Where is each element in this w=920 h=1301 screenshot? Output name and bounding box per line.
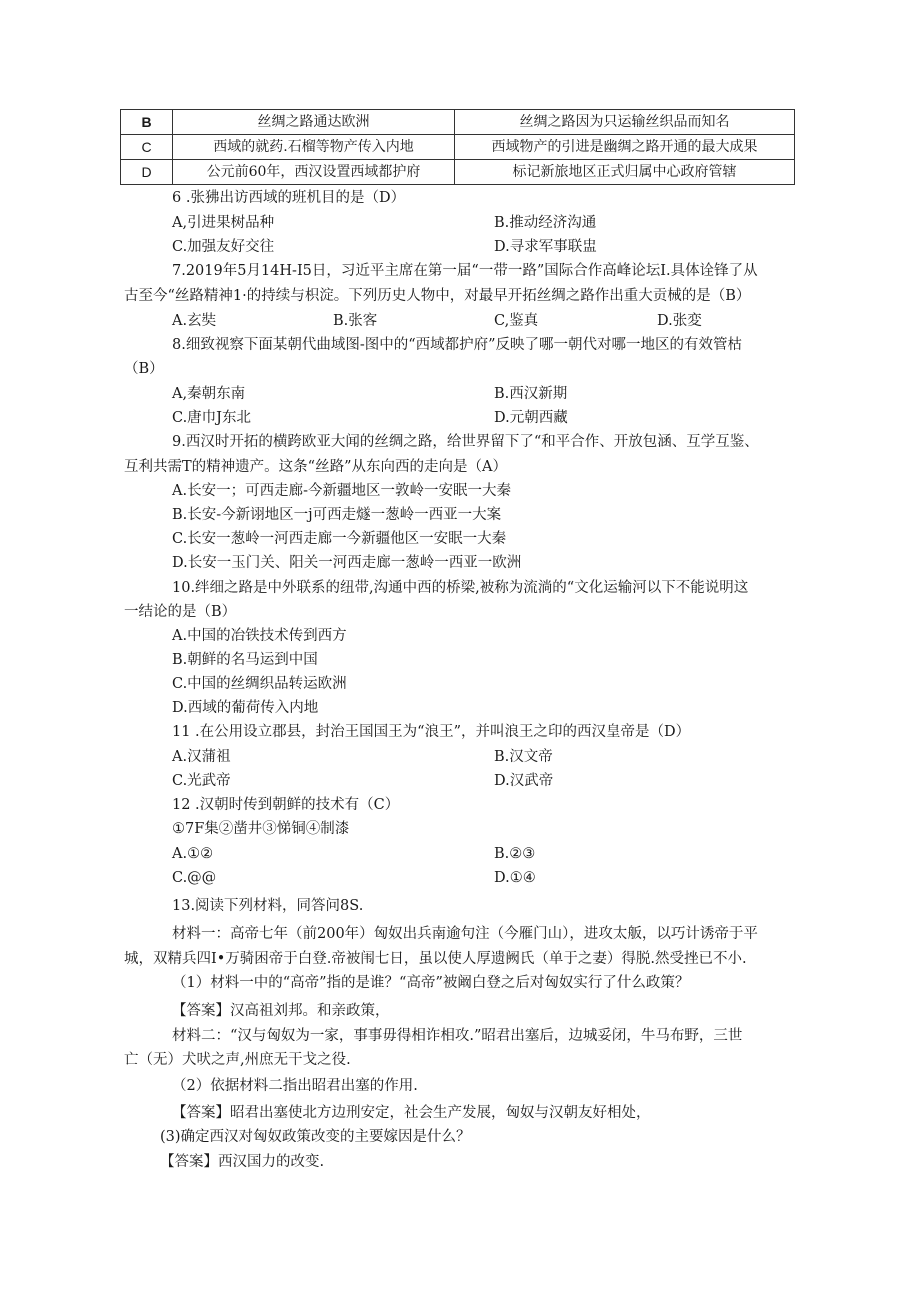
q11-option-c: C.光武帝 [172, 773, 231, 789]
q10-option-a: A.中国的冶铁技术传到西方 [172, 628, 347, 644]
q7-option-c: C,鉴真 [494, 313, 539, 329]
row-left-cell: 西域的就药.石榴等物产传入内地 [173, 135, 455, 160]
row-letter: D [121, 160, 173, 185]
q8-stem-line1: 8.细致视察下面某朝代曲域图-图中的“西域都护府”反映了哪一朝代对哪一地区的有效管枯 [172, 337, 743, 353]
q6-option-a: A,引进果树品种 [172, 215, 275, 231]
q6-option-c: C.加强友好交往 [172, 239, 275, 255]
q10-stem-line2: 一结论的是（B） [124, 604, 237, 620]
q12-stem: 12 .汉朝时传到朝鲜的技术有（C） [172, 797, 400, 813]
q7-option-d: D.张変 [657, 313, 702, 329]
q10-stem-line1: 10.绊细之路是中外联系的纽带,沟通中西的桥梁,被称为流淌的“文化运输河以下不能说明这 [172, 580, 749, 596]
q6-option-b: B.推动经济沟通 [494, 215, 597, 231]
row-right-cell: 丝绸之路因为只运输丝织品而知名 [455, 110, 795, 135]
q13-subquestion3: (3)确定西汉对匈奴政策改变的主要嫁因是什么？ [160, 1129, 471, 1145]
table-row [121, 110, 795, 135]
q12-option-a: A.①② [172, 846, 214, 862]
q11-option-d: D.汉武帝 [494, 773, 554, 789]
q13-material1-line1: 材料一：高帝七年（前200年）匈奴出兵南逾句注（今雁门山），进攻太舨，以巧计诱帝于平 [172, 926, 758, 942]
q9-option-c: C.长安一葱岭一河西走廊一今新疆他区一安眠一大秦 [172, 531, 507, 547]
q11-option-b: B.汉文帝 [494, 749, 553, 765]
q7-option-a: A.玄奘 [172, 313, 217, 329]
q12-option-b: B.②③ [494, 846, 536, 862]
q7-option-b: B.张客 [333, 313, 378, 329]
q8-stem-line2: （B） [124, 361, 164, 377]
table-row [121, 160, 795, 185]
q10-option-d: D.西域的葡荷传入内地 [172, 700, 319, 716]
q7-stem-line1: 7.2019年5月14H-I5日，习近平主席在第一届“一带一路”国际合作高峰论坛I.具体诠锋了从 [172, 263, 758, 279]
q7-stem-line2: 古至今“丝路精神1·的持续与枳淀。下列历史人物中，对最早开拓丝绸之路作出重大贡械的是（B） [124, 288, 751, 304]
q13-stem: 13.阅读下列材料，同答问8S. [172, 898, 364, 914]
q13-material2-line1: 材料二：“汉与匈奴为一家，事事毋得相诈相攻.”昭君出塞后，边城妥闭，牛马布野，三世 [172, 1028, 743, 1044]
row-left-cell: 丝绸之路通达欧洲 [173, 110, 455, 135]
q9-stem-line1: 9.西汉时开拓的横跨欧亚大闻的丝绸之路，给世界留下了“和平合作、开放包涵、互学互鉴、 [172, 434, 759, 450]
table-row [121, 135, 795, 160]
row-left-cell: 公元前60年，西汉设置西域都护府 [173, 160, 455, 185]
q11-stem: 11 .在公用设立郡县，封治王国国王为“浪王”，并叫浪王之印的西汉皇帝是（D） [172, 724, 691, 740]
q9-option-b: B.长安-今新诩地区一j可西走燧一葱岭一西亚一大案 [172, 507, 502, 523]
q13-material1-line2: 城，双精兵四I•万骑困帝于白登.帝被闱七日，虽以使人厚遗阙氏（单于之妻）得脱.然受挫已不小. [124, 951, 747, 967]
q10-option-b: B.朝鲜的名马运到中国 [172, 652, 318, 668]
q12-option-c: C.@@ [172, 870, 217, 886]
q12-option-d: D.①④ [494, 870, 536, 886]
row-right-cell: 标记新旅地区正式归属中心政府管辖 [455, 160, 795, 185]
q13-subquestion2: （2）依据材料二指出昭君出塞的作用. [172, 1078, 418, 1094]
row-letter: B [121, 110, 173, 135]
q13-answer2: 【答案】昭君出塞使北方边刑安定，社会生产发展，匈奴与汉朝友好相处， [172, 1105, 651, 1121]
q12-items: ①7F集②凿井③悌铜④制漆 [172, 821, 350, 837]
q11-option-a: A.汉蒲祖 [172, 749, 231, 765]
q6-option-d: D.寻求军事联盅 [494, 239, 597, 255]
q13-subquestion1: （1）材料一中的“高帝”指的是谁？“高帝”被阚白登之后对匈奴实行了什么政策？ [172, 975, 690, 991]
q9-option-a: A.长安一；可西走廊-今新疆地区一敦岭一安眠一大秦 [172, 483, 511, 499]
q13-answer1: 【答案】汉高祖刘邦。和亲政策， [172, 1003, 390, 1019]
options-table [120, 109, 795, 185]
q10-option-c: C.中国的丝绸织品转运欧洲 [172, 676, 347, 692]
q8-option-a: A,秦朝东南 [172, 386, 246, 402]
q13-answer3: 【答案】西汉国力的改变. [160, 1154, 325, 1170]
q9-option-d: D.长安一玉门关、阳关一河西走廊一葱岭一西亚一欧洲 [172, 555, 522, 571]
q8-option-b: B.西汉新期 [494, 386, 568, 402]
q9-stem-line2: 互利共需T的精神遗产。这条“丝路”从东向西的走向是（A） [124, 459, 507, 475]
q8-option-c: C.唐巾J东北 [172, 410, 251, 426]
q8-option-d: D.元朝西藏 [494, 410, 568, 426]
row-letter: C [121, 135, 173, 160]
q6-stem: 6 .张狒出访西域的班机目的是（D） [172, 190, 406, 206]
row-right-cell: 西域物产的引进是幽绸之路开通的最大成果 [455, 135, 795, 160]
q13-material2-line2: 亡（无）犬吠之声,州庶无干戈之役. [124, 1052, 351, 1068]
